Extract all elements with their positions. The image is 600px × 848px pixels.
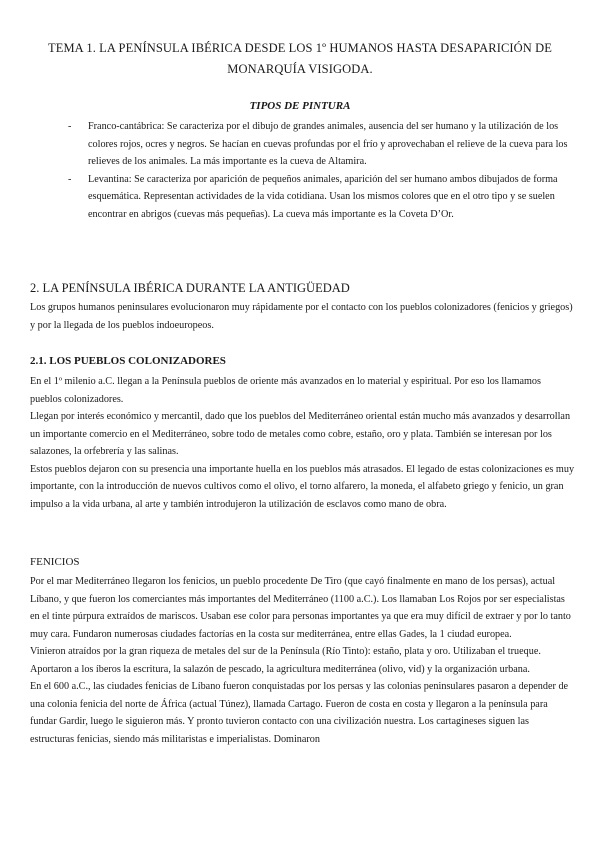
dash-bullet: -	[68, 173, 72, 185]
list-item-text: Levantina: Se caracteriza por aparición de pequeños animales, aparición del ser humano ambos dibujados de forma esquemática. Representan actividades de la vida cotidiana. Usan los mismos colores que en el otro tipo y se suelen encontrar en abrigos (cuevas más pequeñas). La cueva más importante es la Coveta D’Or.	[88, 173, 558, 220]
paragraph: En el 1º milenio a.C. llegan a la Península pueblos de oriente más avanzados en lo material y espiritual. Por eso los llamamos pueblos colonizadores.	[30, 376, 541, 405]
paragraph: Estos pueblos dejaron con su presencia una importante huella en los pueblos más atrasados. El legado de estas colonizaciones es muy importante, con la introducción de nuevos cultivos como el olivo, el torno alfarero, la moneda, el alfabeto griego y fenicio, un gran impulso a la vida urbana, al arte y también introdujeron la utilización de esclavos como mano de obra.	[30, 463, 575, 510]
page-title: TEMA 1. LA PENÍNSULA IBÉRICA DESDE LOS 1º HUMANOS HASTA DESAPARICIÓN DE MONARQUÍA VISIGODA.	[48, 41, 552, 76]
section-heading-fenicios: FENICIOS	[30, 556, 80, 568]
list-item	[68, 171, 570, 224]
section-heading-antiguedad: 2. LA PENÍNSULA IBÉRICA DURANTE LA ANTIGÜEDAD	[30, 281, 350, 295]
paragraph: Por el mar Mediterráneo llegaron los fenicios, un pueblo procedente De Tiro (que cayó finalmente en mano de los persas), actual Líbano, y que fueron los comerciantes más importantes del Mediterráneo (1100 a.C.). Los llamaban Los Rojos por ser especialistas en el tinte púrpura extraídos de mariscos. Usaban ese color para personas importantes ya que era muy difícil de extraer y por lo tanto muy cara. Fundaron numerosas ciudades factorías en la costa sur mediterránea, entre ellas Gades, la 1 ciudad europea.	[30, 576, 571, 640]
list-item-text: Franco-cantábrica: Se caracteriza por el dibujo de grandes animales, ausencia del ser humano y la utilización de los colores rojos, ocres y negros. Se hacían en cuevas profundas por el frío y aprovechaban el relieve de la cueva para los relieves de los animales. La más importante es la cueva de Altamira.	[88, 121, 568, 167]
dash-bullet: -	[68, 121, 72, 132]
section-heading-pueblos-colonizadores: 2.1. LOS PUEBLOS COLONIZADORES	[30, 355, 226, 367]
painting-types-list	[68, 118, 570, 223]
paragraph: Llegan por interés económico y mercantil, dado que los pueblos del Mediterráneo oriental están mucho más avanzados y desarrollan un importante comercio en el Mediterráneo, sobre todo de metales como cobre, estaño, oro y plata. También se interesan por los salazones, la orfebrería y las salinas.	[30, 411, 571, 457]
paragraph: En el 600 a.C., las ciudades fenicias de Líbano fueron conquistadas por los persas y las colonias peninsulares pasaron a depender de una colonia fenicia del norte de África (actual Túnez), llamada Cartago. Fueron de costa en costa y llegaron a la península para fundar Gardir, luego le siguieron más. Y pronto tuvieron contacto con una civilización nuestra. Los cartagineses siguen las estructuras fenicias, siendo más militaristas e imperialistas. Dominaron	[30, 681, 569, 745]
list-item	[68, 118, 570, 171]
section-heading-tipos-de-pintura: TIPOS DE PINTURA	[249, 100, 351, 112]
paragraph: Vinieron atraídos por la gran riqueza de metales del sur de la Península (Río Tinto): estaño, plata y oro. Utilizaban el trueque. Aportaron a los íberos la escritura, la salazón de pescado, la agricultura mediterránea (olivo, vid) y la organización urbana.	[30, 646, 541, 675]
fenicios-text	[30, 573, 575, 748]
paragraph: Los grupos humanos peninsulares evolucionaron muy rápidamente por el contacto con los pueblos colonizadores (fenicios y griegos) y por la llegada de los pueblos indoeuropeos.	[30, 302, 573, 331]
pueblos-colonizadores-text	[30, 373, 575, 513]
